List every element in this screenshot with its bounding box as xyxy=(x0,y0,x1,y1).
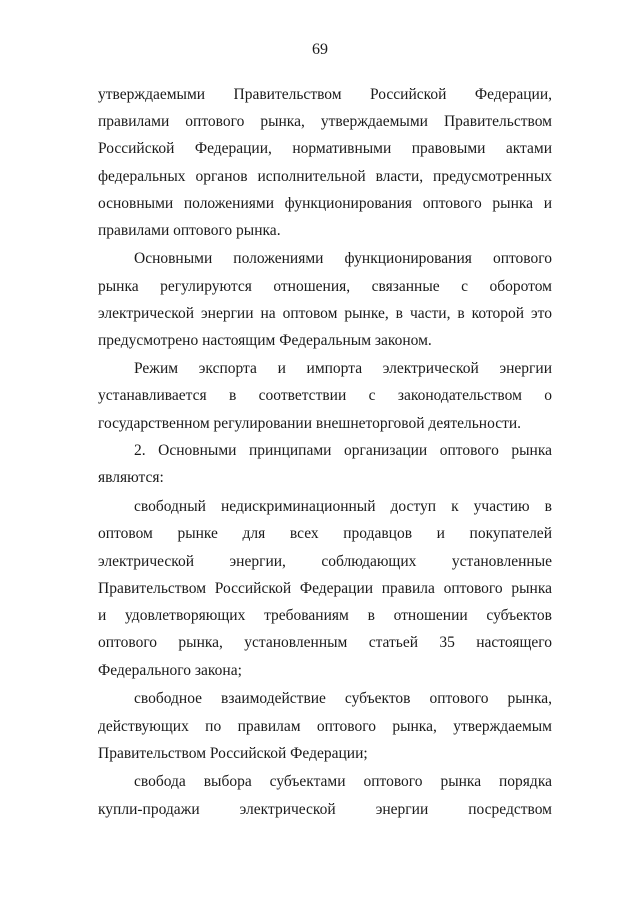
text-line: оптовом рынке для всех продавцов и покупателей xyxy=(98,525,552,542)
text-line: являются: xyxy=(98,469,164,486)
text-line: государственном регулировании внешнеторговой деятельности. xyxy=(98,415,522,432)
text-line: утверждаемыми Правительством Российской Федерации, xyxy=(98,86,552,103)
text-line: свободный недискриминационный доступ к участию в xyxy=(134,498,552,515)
text-line: Основными положениями функционирования оптового xyxy=(134,250,552,267)
text-line: электрической энергии, соблюдающих установленные xyxy=(98,553,552,570)
text-line: купли-продажи электрической энергии посредством xyxy=(98,801,552,818)
text-line: Российской Федерации, нормативными правовыми актами xyxy=(98,140,552,157)
text-line: правилами оптового рынка, утверждаемыми Правительством xyxy=(98,113,552,130)
text-line: электрической энергии на оптовом рынке, в части, в которой это xyxy=(98,305,552,322)
text-line: предусмотрено настоящим Федеральным законом. xyxy=(98,332,432,349)
text-line: действующих по правилам оптового рынка, утверждаемым xyxy=(98,718,552,735)
text-line: Правительством Российской Федерации; xyxy=(98,745,368,762)
text-line: Режим экспорта и импорта электрической энергии xyxy=(134,360,552,377)
text-line: правилами оптового рынка. xyxy=(98,222,281,239)
text-line: оптового рынка, установленным статьей 35 настоящего xyxy=(98,634,552,651)
text-line: свобода выбора субъектами оптового рынка порядка xyxy=(134,773,552,790)
text-line: основными положениями функционирования оптового рынка и xyxy=(98,195,552,212)
text-line: свободное взаимодействие субъектов оптового рынка, xyxy=(134,690,552,707)
text-line: устанавливается в соответствии с законодательством о xyxy=(98,387,552,404)
text-line: Правительством Российской Федерации правила оптового рынка xyxy=(98,580,552,597)
text-line: и удовлетворяющих требованиям в отношении субъектов xyxy=(98,607,552,624)
page-number: 69 xyxy=(312,41,328,58)
text-line: 2. Основными принципами организации оптового рынка xyxy=(134,442,552,459)
text-line: рынка регулируются отношения, связанные с оборотом xyxy=(98,278,552,295)
text-line: Федерального закона; xyxy=(98,662,242,679)
text-line: федеральных органов исполнительной власти, предусмотренных xyxy=(98,168,552,185)
